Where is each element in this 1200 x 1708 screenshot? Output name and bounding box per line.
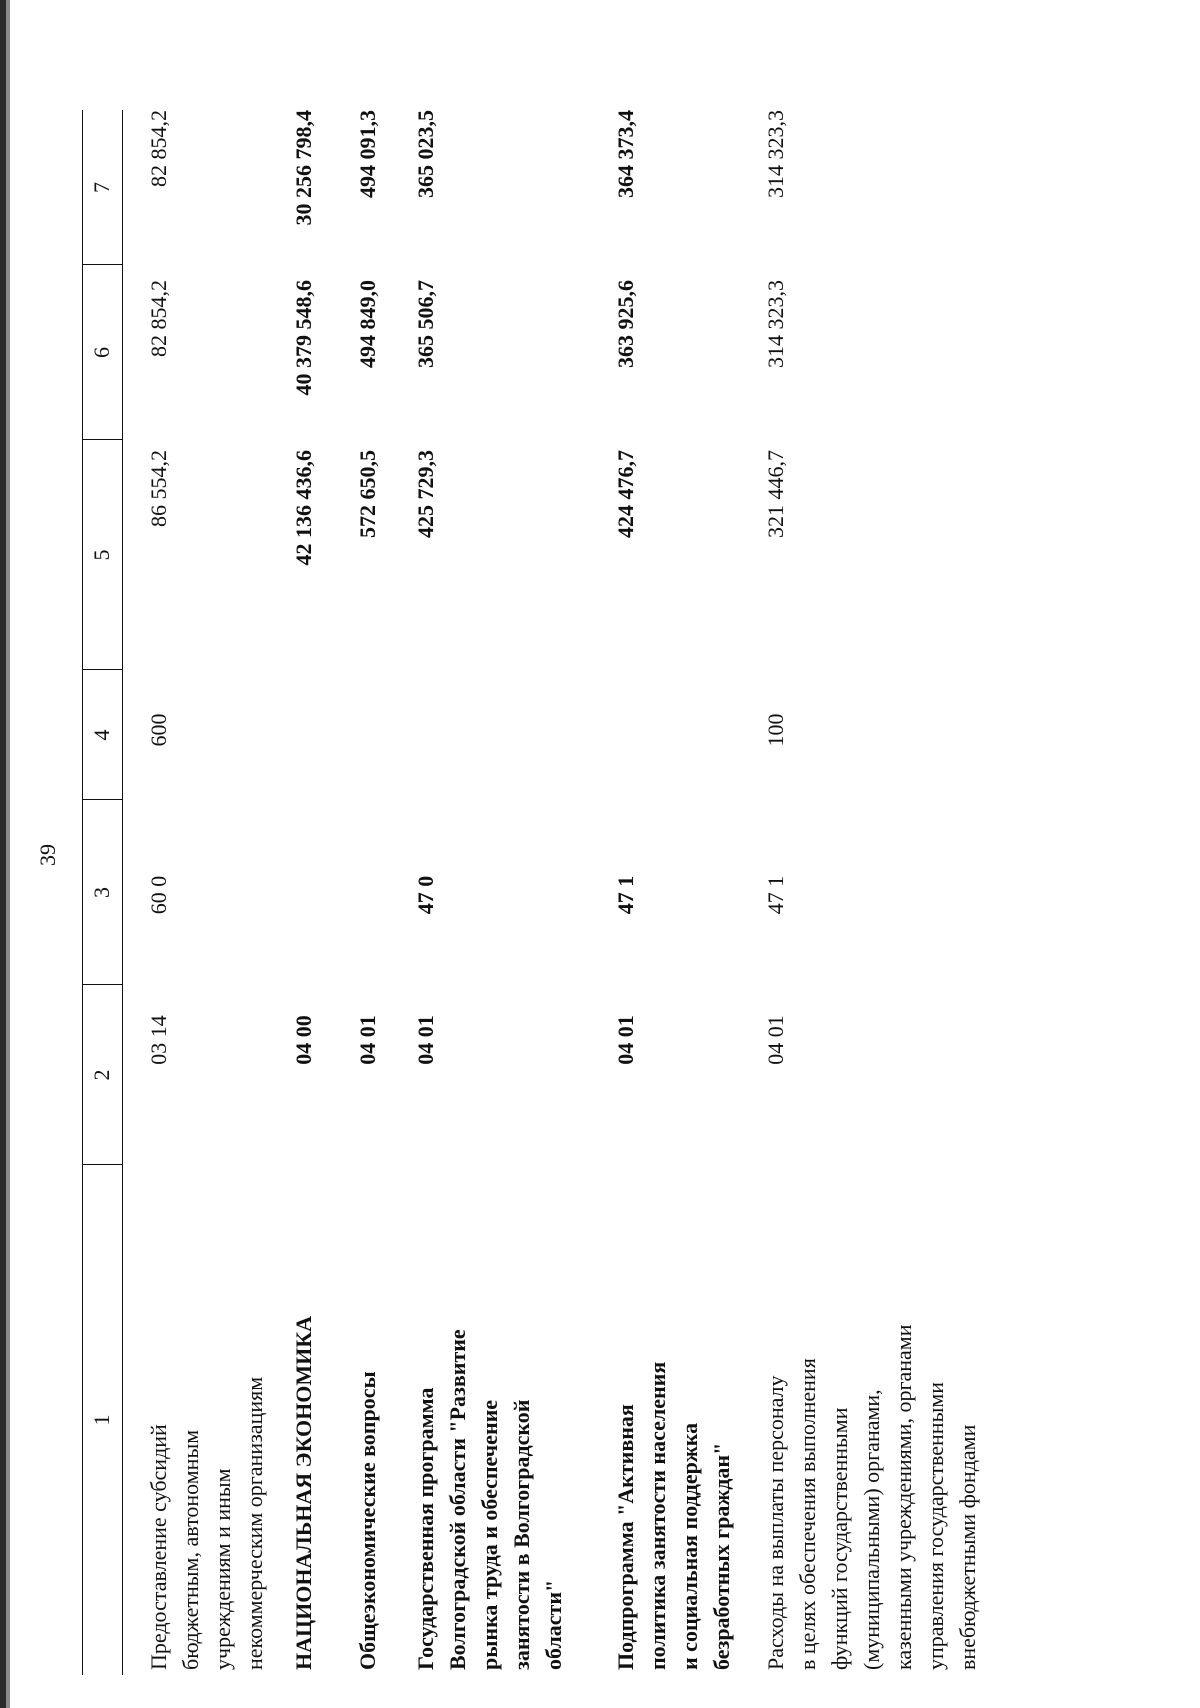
row-name-line: и социальная поддержка <box>677 1422 702 1670</box>
row-code: 04 01 <box>613 1015 638 1065</box>
row-value-7: 494 091,3 <box>355 110 380 198</box>
row-type: 600 <box>146 713 171 747</box>
row-type: 100 <box>763 713 788 747</box>
row-name-line: (муниципальными) органами, <box>859 1389 884 1670</box>
row-value-6: 363 925,6 <box>613 280 638 368</box>
row-name-line: НАЦИОНАЛЬНАЯ ЭКОНОМИКА <box>291 1315 316 1670</box>
row-name-line: учреждениям и иным <box>210 1468 235 1670</box>
row-target: 60 0 <box>146 875 171 915</box>
row-code: 03 14 <box>146 1015 171 1065</box>
row-name <box>760 1200 984 1670</box>
row-name-line: Общеэкономические вопросы <box>355 1371 380 1670</box>
column-header-4: 4 <box>89 729 114 741</box>
row-name-line: политика занятости населения <box>645 1361 670 1670</box>
row-name <box>610 1240 738 1670</box>
row-name-line: области" <box>541 1579 566 1670</box>
column-header-1: 1 <box>89 1414 114 1426</box>
row-name <box>410 1240 570 1670</box>
row-value-5: 42 136 436,6 <box>291 450 316 566</box>
row-value-5: 572 650,5 <box>355 450 380 538</box>
row-value-6: 365 506,7 <box>413 280 438 368</box>
row-name-line: рынка труда и обеспечение <box>477 1399 502 1670</box>
row-name-line: в целях обеспечения выполнения <box>795 1358 820 1670</box>
page-number: 39 <box>35 844 60 866</box>
row-name-line: бюджетным, автономным <box>178 1429 203 1670</box>
row-value-7: 314 323,3 <box>763 110 788 198</box>
row-name-line: занятости в Волгоградской <box>509 1399 534 1670</box>
header-bottom-rule <box>122 110 123 1675</box>
row-code: 04 01 <box>413 1015 438 1065</box>
row-value-6: 494 849,0 <box>355 280 380 368</box>
row-name-line: Волгоградской области "Развитие <box>445 1329 470 1670</box>
row-value-6: 314 323,3 <box>763 280 788 368</box>
column-header-3: 3 <box>89 887 114 898</box>
row-code: 04 01 <box>355 1015 380 1065</box>
row-name-line: казенными учреждениями, органами <box>891 1324 916 1670</box>
row-name-line: Расходы на выплаты персоналу <box>763 1375 788 1670</box>
row-target: 47 1 <box>763 875 788 915</box>
row-value-6: 40 379 548,6 <box>291 280 316 396</box>
row-value-5: 425 729,3 <box>413 450 438 538</box>
row-name-line: безработных граждан" <box>709 1442 734 1670</box>
column-header-6: 6 <box>89 347 114 358</box>
row-code: 04 01 <box>763 1015 788 1065</box>
header-top-rule <box>82 110 83 1675</box>
row-name-line: функций государственными <box>827 1407 852 1670</box>
column-header-7: 7 <box>89 182 114 193</box>
row-value-6: 82 854,2 <box>146 280 171 357</box>
row-code: 04 00 <box>291 1015 316 1065</box>
row-name <box>143 1240 271 1670</box>
row-value-7: 30 256 798,4 <box>291 110 316 226</box>
column-header-2: 2 <box>89 1069 114 1081</box>
row-value-7: 364 373,4 <box>613 110 638 198</box>
row-value-5: 321 446,7 <box>763 450 788 538</box>
rotated-page <box>30 105 1100 1685</box>
row-name-line: Подпрограмма "Активная <box>613 1404 638 1670</box>
row-name <box>352 1240 384 1670</box>
row-name-line: управления государственными <box>923 1381 948 1670</box>
row-name-line: Предоставление субсидий <box>146 1424 171 1670</box>
row-name-line: некоммерческим организациям <box>242 1376 267 1670</box>
row-name-line: Государственная программа <box>413 1387 438 1670</box>
row-value-7: 365 023,5 <box>413 110 438 198</box>
row-value-7: 82 854,2 <box>146 110 171 187</box>
row-target: 47 0 <box>413 875 438 915</box>
scan-edge-shadow <box>6 0 10 1708</box>
row-target: 47 1 <box>613 875 638 915</box>
row-name-line: внебюджетными фондами <box>955 1424 980 1670</box>
column-header-5: 5 <box>89 549 114 561</box>
row-value-5: 424 476,7 <box>613 450 638 538</box>
row-value-5: 86 554,2 <box>146 450 171 527</box>
row-name <box>288 1240 320 1670</box>
